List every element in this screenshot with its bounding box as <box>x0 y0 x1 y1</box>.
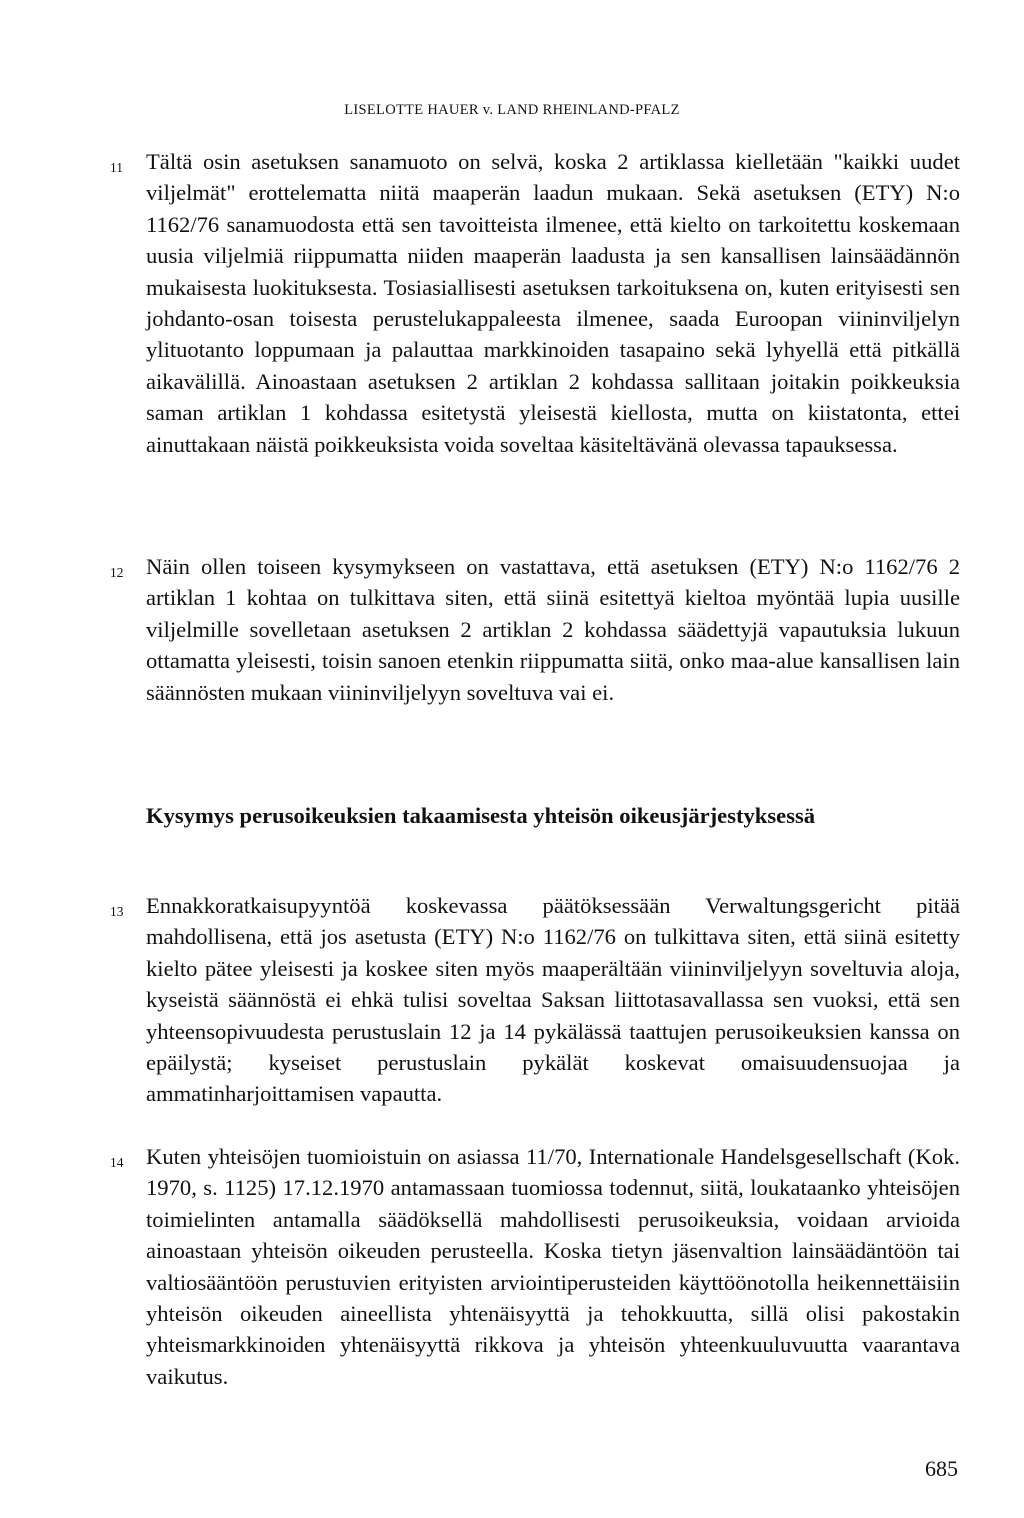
paragraph-number: 13 <box>110 904 124 919</box>
paragraph-body: Näin ollen toiseen kysymykseen on vastattava, että asetuksen (ETY) N:o 1162/76 2 artiklan 1 kohtaa on tulkittava siten, että siinä esitettyä kieltoa myöntää lupia uusille viljelmille sovelletaan asetuksen 2 artiklan 2 kohdassa säädettyjä vapautuksia lukuun ottamatta yleisesti, toisin sanoen etenkin riippumatta siitä, onko maa-alue kansallisen lain säännösten mukaan viininviljelyyn soveltuva vai ei. <box>146 554 960 705</box>
paragraph-number: 12 <box>110 565 124 580</box>
section-heading: Kysymys perusoikeuksien takaamisesta yhteisön oikeusjärjestyksessä <box>146 803 816 828</box>
paragraph-number: 11 <box>110 160 123 175</box>
page-number: 685 <box>925 1456 958 1481</box>
paragraph-body: Ennakkoratkaisupyyntöä koskevassa päätöksessään Verwaltungsgericht pitää mahdollisena, että jos asetusta (ETY) N:o 1162/76 on tulkittava siten, että siinä esitetty kielto pätee yleisesti ja koskee siten myös maaperältään viininviljelyyn soveltuvia aloja, kyseistä säännöstä ei ehkä tulisi soveltaa Saksan liittotasavallassa sen vuoksi, että sen yhteensopivuudesta perustuslain 12 ja 14 pykälässä taattujen perusoikeuksien kanssa on epäilystä; kyseiset perustuslain pykälät koskevat omaisuudensuojaa ja ammatinharjoittamisen vapautta. <box>146 893 960 1107</box>
paragraph-body: Tältä osin asetuksen sanamuoto on selvä, koska 2 artiklassa kielletään "kaikki uudet viljelmät" erottelematta niitä maaperän laadun mukaan. Sekä asetuksen (ETY) N:o 1162/76 sanamuodosta että sen tavoitteista ilmenee, että kielto on tarkoitettu koskemaan uusia viljelmiä riippumatta niiden maaperän laadusta ja sen kansallisen lainsäädännön mukaisesta luokituksesta. Tosiasiallisesti asetuksen tarkoituksena on, kuten erityisesti sen johdanto-osan toisesta perustelukappaleesta ilmenee, saada Euroopan viininviljelyn ylituotanto loppumaan ja palauttaa markkinoiden tasapaino sekä lyhyellä että pitkällä aikavälillä. Ainoastaan asetuksen 2 artiklan 2 kohdassa sallitaan joitakin poikkeuksia saman artiklan 1 kohdassa esitetystä yleisestä kiellosta, mutta on kiistatonta, ettei ainuttakaan näistä poikkeuksista voida soveltaa käsiteltävänä olevassa tapauksessa. <box>146 149 960 457</box>
paragraph-body: Kuten yhteisöjen tuomioistuin on asiassa 11/70, Internationale Handelsgesellschaft (Kok. 1970, s. 1125) 17.12.1970 antamassaan tuomiossa todennut, siitä, loukataanko yhteisöjen toimielinten antamalla säädöksellä mahdollisesti perusoikeuksia, voidaan arvioida ainoastaan yhteisön oikeuden perusteella. Koska tietyn jäsenvaltion lainsäädäntöön tai valtiosääntöön perustuvien erityisten arviointiperusteiden käyttöönotolla heikennettäisiin yhteisön oikeuden aineellista yhtenäisyyttä ja tehokkuutta, sillä olisi pakostakin yhteismarkkinoiden yhtenäisyyttä rikkova ja yhteisön yhteenkuuluvuutta vaarantava vaikutus. <box>146 1144 960 1389</box>
running-header: LISELOTTE HAUER v. LAND RHEINLAND-PFALZ <box>344 102 680 118</box>
paragraph-number: 14 <box>110 1155 124 1170</box>
